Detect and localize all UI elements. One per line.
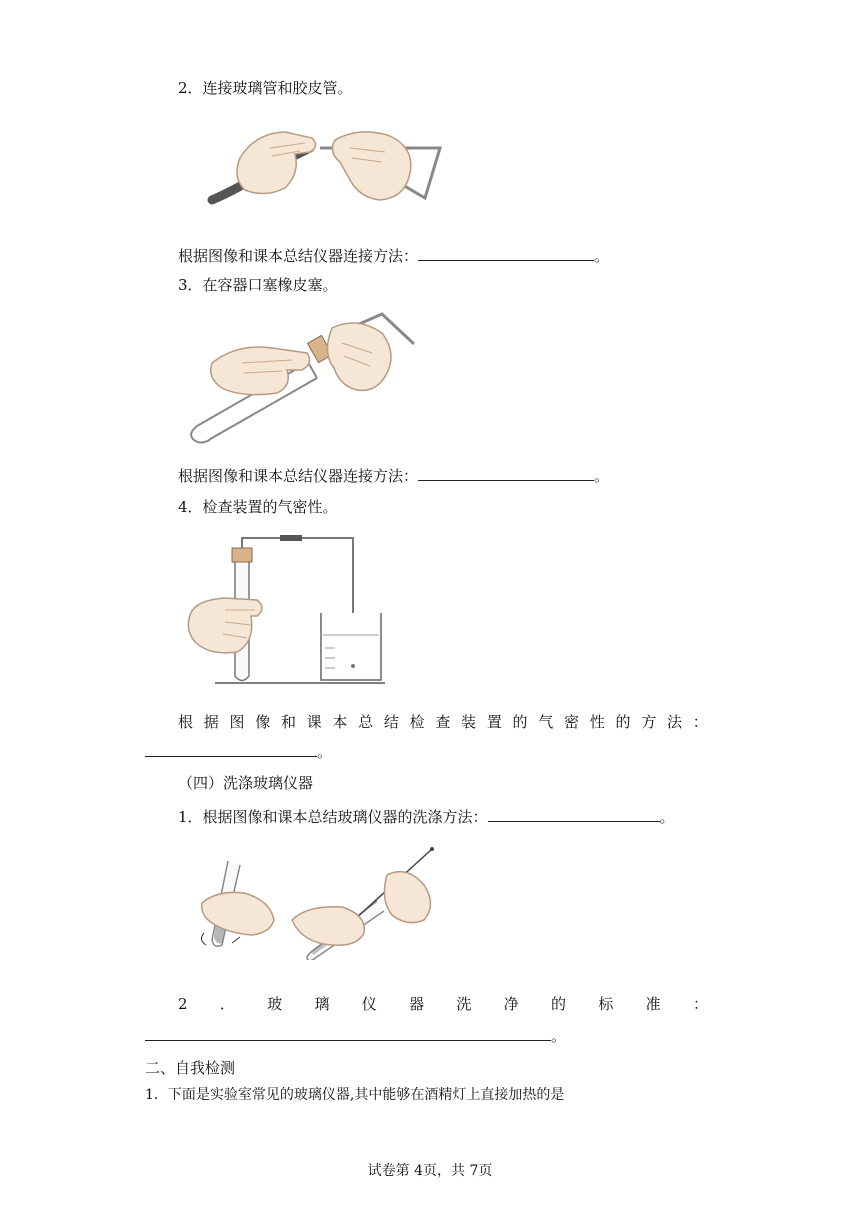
spread-char: 器 <box>409 995 425 1013</box>
spread-char: 洗 <box>456 995 472 1013</box>
item-4-title: 4．检查装置的气密性。 <box>178 498 338 516</box>
spread-char: 性 <box>589 713 605 731</box>
spread-char: 璃 <box>314 995 330 1013</box>
spread-char: 2 <box>178 995 188 1013</box>
spread-char: 气 <box>538 713 554 731</box>
connection-method-question-2: 根据图像和课本总结仪器连接方法： 。 <box>178 467 610 485</box>
washing-method-question: 1．根据图像和课本总结玻璃仪器的洗涤方法： 。 <box>178 808 675 826</box>
answer-blank[interactable] <box>145 1025 551 1041</box>
self-check-question-1: 1．下面是实验室常见的玻璃仪器,其中能够在酒精灯上直接加热的是 <box>145 1087 565 1103</box>
figure-washing-glassware <box>192 845 452 960</box>
spread-char: 本 <box>332 713 348 731</box>
answer-blank[interactable] <box>418 465 594 481</box>
clean-standard-question <box>178 994 708 1014</box>
connection-method-question-1: 根据图像和课本总结仪器连接方法： 。 <box>178 247 610 265</box>
clean-standard-answer-line: 。 <box>145 1025 566 1046</box>
airtightness-answer-line: 。 <box>145 741 332 762</box>
spread-char: 查 <box>435 713 451 731</box>
spread-char: 仪 <box>361 995 377 1013</box>
question-text: 根据图像和课本总结仪器连接方法： <box>178 467 419 485</box>
answer-blank[interactable] <box>418 245 594 261</box>
figure-test-tube-stopper <box>182 308 422 448</box>
spread-char: 法 <box>666 713 682 731</box>
spread-char: 装 <box>461 713 477 731</box>
answer-blank[interactable] <box>488 806 660 822</box>
figure-airtightness-check <box>185 530 390 690</box>
spread-char: 结 <box>383 713 399 731</box>
figure-glass-tube-rubber-hose <box>200 118 450 218</box>
answer-blank[interactable] <box>145 741 317 757</box>
spread-char: 密 <box>564 713 580 731</box>
item-2-title: 2．连接玻璃管和胶皮管。 <box>178 79 353 97</box>
spread-char: 玻 <box>267 995 283 1013</box>
question-text: 根据图像和课本总结仪器连接方法： <box>178 247 419 265</box>
item-3-title: 3．在容器口塞橡皮塞。 <box>178 276 338 294</box>
spread-char: ： <box>692 995 708 1013</box>
spread-char: 检 <box>409 713 425 731</box>
section-heading-washing: （四）洗涤玻璃仪器 <box>178 774 314 792</box>
page-footer: 试卷第 4页，共 7页 <box>367 1163 493 1179</box>
spread-char: 置 <box>486 713 502 731</box>
spread-char: 方 <box>641 713 657 731</box>
spread-char: 据 <box>203 713 219 731</box>
spread-char: 像 <box>255 713 271 731</box>
section-heading-self-check: 二、自我检测 <box>145 1059 236 1077</box>
spread-char: 和 <box>280 713 296 731</box>
spread-char: 的 <box>615 713 631 731</box>
spread-char: 根 <box>178 713 194 731</box>
spread-char: 的 <box>512 713 528 731</box>
spread-char: ： <box>692 713 708 731</box>
spread-char: 图 <box>229 713 245 731</box>
spread-char: 的 <box>551 995 567 1013</box>
question-text: 1．根据图像和课本总结玻璃仪器的洗涤方法： <box>178 808 488 826</box>
spread-char: 标 <box>598 995 614 1013</box>
airtightness-method-question <box>178 712 708 732</box>
spread-char: ． <box>219 995 235 1013</box>
spread-char: 课 <box>306 713 322 731</box>
spread-char: 准 <box>645 995 661 1013</box>
spread-char: 净 <box>503 995 519 1013</box>
spread-char: 总 <box>358 713 374 731</box>
